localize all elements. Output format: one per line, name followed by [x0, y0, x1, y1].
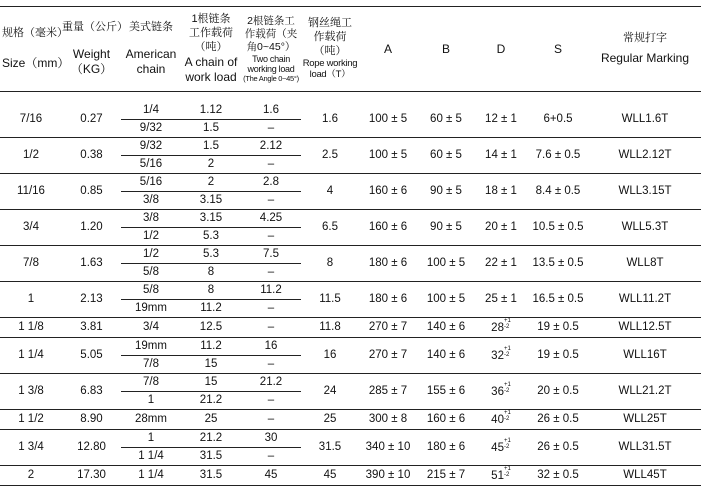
two-chain-load-cell: 2.12	[241, 138, 301, 156]
one-chain-load-cell: 21.2	[181, 430, 241, 448]
two-chain-load-cell: –	[241, 120, 301, 138]
header-size-en: Size（mm）	[2, 56, 70, 71]
header-american-zh: 美式链条	[129, 21, 173, 34]
dim-d-tolerance	[504, 410, 511, 422]
rope-load-cell: 45	[301, 466, 359, 486]
header-weight-zh: 重量（公斤）	[62, 21, 128, 34]
dim-d-value: 36	[491, 386, 504, 398]
size-cell: 7/8	[0, 246, 62, 282]
dim-s-cell: 32 ± 0.5	[527, 466, 589, 486]
one-chain-load-cell: 1.5	[181, 138, 241, 156]
rope-load-cell: 2.5	[301, 138, 359, 174]
table-row	[0, 246, 701, 264]
header-a-label: A	[383, 41, 392, 56]
dim-d-tolerance-lower: -2	[503, 324, 510, 330]
american-chain-cell: 5/8	[121, 282, 181, 300]
header-s-label: S	[553, 41, 562, 56]
marking-cell: WLL45T	[589, 466, 701, 486]
header-rope	[301, 7, 359, 92]
american-chain-cell: 1	[121, 392, 181, 410]
size-cell: 1 1/8	[0, 318, 62, 338]
dim-s-cell: 8.4 ± 0.5	[527, 174, 589, 210]
dim-a-cell: 270 ± 7	[359, 318, 417, 338]
two-chain-load-cell: 11.2	[241, 282, 301, 300]
marking-cell: WLL5.3T	[589, 210, 701, 246]
one-chain-load-cell: 15	[181, 374, 241, 392]
two-chain-load-cell: –	[241, 228, 301, 246]
header-d-label: D	[496, 41, 506, 56]
header-two-chain-zh2: 作载荷（夹	[244, 27, 298, 40]
header-b	[417, 7, 475, 92]
header-two-chain	[241, 7, 301, 92]
weight-cell: 5.05	[62, 338, 121, 374]
american-chain-cell: 7/8	[121, 374, 181, 392]
one-chain-load-cell: 15	[181, 356, 241, 374]
header-size-zh: 规格（毫米）	[2, 26, 68, 39]
dim-a-cell: 160 ± 6	[359, 210, 417, 246]
size-cell: 1	[0, 282, 62, 318]
rope-load-cell: 4	[301, 174, 359, 210]
dim-s-cell: 6+0.5	[527, 102, 589, 138]
weight-cell: 2.13	[62, 282, 121, 318]
dim-b-cell: 215 ± 7	[417, 466, 475, 486]
dim-a-cell: 100 ± 5	[359, 102, 417, 138]
dim-b-cell: 60 ± 5	[417, 102, 475, 138]
two-chain-load-cell: –	[241, 264, 301, 282]
dim-s-cell: 13.5 ± 0.5	[527, 246, 589, 282]
dim-d-tolerance	[504, 438, 511, 450]
size-cell: 1 3/4	[0, 430, 62, 466]
two-chain-load-cell: 1.6	[241, 102, 301, 120]
dim-d-cell: 25 ± 1	[475, 282, 527, 318]
american-chain-cell: 9/32	[121, 120, 181, 138]
two-chain-load-cell: 16	[241, 338, 301, 356]
table-row	[0, 374, 701, 392]
dim-b-cell: 100 ± 5	[417, 282, 475, 318]
two-chain-load-cell: –	[241, 356, 301, 374]
header-weight	[62, 7, 128, 92]
marking-cell: WLL1.6T	[589, 102, 701, 138]
marking-cell: WLL12.5T	[589, 318, 701, 338]
header-two-chain-en2: working load	[247, 64, 295, 75]
size-cell: 2	[0, 466, 62, 486]
one-chain-load-cell: 31.5	[181, 448, 241, 466]
two-chain-load-cell: –	[241, 410, 301, 430]
two-chain-load-cell: 7.5	[241, 246, 301, 264]
header-two-chain-en1: Two chain	[252, 54, 290, 65]
american-chain-cell: 5/8	[121, 264, 181, 282]
spec-table-body	[0, 92, 701, 486]
dim-b-cell: 180 ± 6	[417, 430, 475, 466]
marking-cell: WLL2.12T	[589, 138, 701, 174]
header-american-en1: American	[125, 46, 177, 61]
weight-cell: 1.63	[62, 246, 121, 282]
size-cell: 1/2	[0, 138, 62, 174]
american-chain-cell: 3/4	[121, 318, 181, 338]
rope-load-cell: 16	[301, 338, 359, 374]
one-chain-load-cell: 8	[181, 282, 241, 300]
weight-cell: 0.27	[62, 102, 121, 138]
header-one-chain	[181, 7, 241, 92]
table-row	[0, 410, 701, 430]
marking-cell: WLL8T	[589, 246, 701, 282]
dim-b-cell: 160 ± 6	[417, 410, 475, 430]
marking-cell: WLL16T	[589, 338, 701, 374]
one-chain-load-cell: 2	[181, 174, 241, 192]
header-rope-zh1: 钢丝绳工	[308, 17, 352, 30]
dim-b-cell: 90 ± 5	[417, 210, 475, 246]
two-chain-load-cell: –	[241, 300, 301, 318]
one-chain-load-cell: 11.2	[181, 300, 241, 318]
header-size	[0, 7, 70, 92]
header-weight-en1: Weight	[72, 46, 111, 61]
two-chain-load-cell: –	[241, 156, 301, 174]
size-cell: 11/16	[0, 174, 62, 210]
rope-load-cell: 11.8	[301, 318, 359, 338]
american-chain-cell: 7/8	[121, 356, 181, 374]
american-chain-cell: 1/2	[121, 246, 181, 264]
header-american	[121, 7, 181, 92]
two-chain-load-cell: –	[241, 318, 301, 338]
header-one-chain-en2: work load	[185, 69, 237, 84]
size-cell: 1 1/2	[0, 410, 62, 430]
american-chain-cell: 3/8	[121, 192, 181, 210]
dim-d-tolerance-lower: -2	[503, 352, 510, 358]
header-one-chain-zh1: 1根链条	[191, 13, 231, 26]
marking-cell: WLL25T	[589, 410, 701, 430]
dim-d-value: 45	[491, 442, 504, 454]
header-marking-zh: 常规打字	[623, 31, 667, 44]
dim-d-tolerance-lower: -2	[503, 388, 510, 394]
marking-cell: WLL3.15T	[589, 174, 701, 210]
american-chain-cell: 5/16	[121, 174, 181, 192]
dim-d-value: 32	[491, 350, 504, 362]
header-rope-en1: Rope working	[302, 57, 358, 69]
header-spacer	[0, 92, 701, 103]
one-chain-load-cell: 2	[181, 156, 241, 174]
size-cell: 1 3/8	[0, 374, 62, 410]
dim-d-cell: 22 ± 1	[475, 246, 527, 282]
header-b-label: B	[441, 41, 450, 56]
dim-d-cell	[475, 374, 527, 410]
header-rope-en2: load（T）	[309, 68, 351, 80]
header-rope-zh2: 作载荷	[313, 31, 347, 44]
two-chain-load-cell: 2.8	[241, 174, 301, 192]
american-chain-cell: 1/2	[121, 228, 181, 246]
two-chain-load-cell: 21.2	[241, 374, 301, 392]
two-chain-load-cell: –	[241, 392, 301, 410]
size-cell: 1 1/4	[0, 338, 62, 374]
header-row	[0, 7, 701, 92]
dim-s-cell: 19 ± 0.5	[527, 318, 589, 338]
american-chain-cell: 1 1/4	[121, 448, 181, 466]
rope-load-cell: 24	[301, 374, 359, 410]
rope-load-cell: 6.5	[301, 210, 359, 246]
header-rope-zh3: （吨）	[313, 44, 347, 57]
dim-d-tolerance-upper: +1	[503, 318, 511, 324]
size-cell: 3/4	[0, 210, 62, 246]
header-a	[359, 7, 417, 92]
weight-cell: 8.90	[62, 410, 121, 430]
table-row	[0, 174, 701, 192]
header-american-en2: chain	[136, 61, 166, 76]
dim-b-cell: 140 ± 6	[417, 318, 475, 338]
dim-d-tolerance-lower: -2	[503, 416, 510, 422]
dim-d-tolerance-lower: -2	[503, 472, 510, 478]
one-chain-load-cell: 1.5	[181, 120, 241, 138]
two-chain-load-cell: –	[241, 448, 301, 466]
one-chain-load-cell: 3.15	[181, 210, 241, 228]
one-chain-load-cell: 8	[181, 264, 241, 282]
american-chain-cell: 9/32	[121, 138, 181, 156]
dim-s-cell: 10.5 ± 0.5	[527, 210, 589, 246]
dim-d-value: 28	[491, 322, 504, 334]
american-chain-cell: 19mm	[121, 338, 181, 356]
two-chain-load-cell: 30	[241, 430, 301, 448]
american-chain-cell: 1/4	[121, 102, 181, 120]
dim-d-value: 40	[491, 414, 504, 426]
rope-load-cell: 8	[301, 246, 359, 282]
american-chain-cell: 1	[121, 430, 181, 448]
dim-d-cell: 20 ± 1	[475, 210, 527, 246]
table-row	[0, 138, 701, 156]
table-row	[0, 282, 701, 300]
hook-spec-table	[0, 6, 701, 486]
header-one-chain-zh2: 工作载荷	[189, 27, 233, 40]
marking-cell: WLL21.2T	[589, 374, 701, 410]
header-two-chain-en3: (The Angle 0~45°)	[243, 73, 299, 83]
one-chain-load-cell: 5.3	[181, 228, 241, 246]
table-row	[0, 338, 701, 356]
rope-load-cell: 31.5	[301, 430, 359, 466]
dim-d-cell	[475, 410, 527, 430]
weight-cell: 17.30	[62, 466, 121, 486]
dim-a-cell: 180 ± 6	[359, 246, 417, 282]
size-cell: 7/16	[0, 102, 62, 138]
table-row	[0, 210, 701, 228]
dim-d-tolerance	[504, 318, 511, 330]
american-chain-cell: 28mm	[121, 410, 181, 430]
table-row	[0, 102, 701, 120]
one-chain-load-cell: 12.5	[181, 318, 241, 338]
dim-d-tolerance	[504, 346, 511, 358]
american-chain-cell: 3/8	[121, 210, 181, 228]
dim-b-cell: 140 ± 6	[417, 338, 475, 374]
dim-d-tolerance-upper: +1	[503, 382, 511, 388]
two-chain-load-cell: –	[241, 192, 301, 210]
american-chain-cell: 5/16	[121, 156, 181, 174]
dim-d-tolerance	[504, 466, 511, 478]
table-row	[0, 430, 701, 448]
dim-d-tolerance-upper: +1	[503, 438, 511, 444]
dim-b-cell: 155 ± 6	[417, 374, 475, 410]
dim-b-cell: 90 ± 5	[417, 174, 475, 210]
header-d	[475, 7, 527, 92]
weight-cell: 1.20	[62, 210, 121, 246]
one-chain-load-cell: 21.2	[181, 392, 241, 410]
dim-d-tolerance-upper: +1	[503, 346, 511, 352]
header-s	[527, 7, 589, 92]
weight-cell: 3.81	[62, 318, 121, 338]
two-chain-load-cell: 4.25	[241, 210, 301, 228]
header-one-chain-en1: A chain of	[184, 54, 238, 69]
dim-d-tolerance-upper: +1	[503, 466, 511, 472]
dim-s-cell: 26 ± 0.5	[527, 430, 589, 466]
american-chain-cell: 1 1/4	[121, 466, 181, 486]
dim-s-cell: 19 ± 0.5	[527, 338, 589, 374]
dim-d-cell: 14 ± 1	[475, 138, 527, 174]
rope-load-cell: 11.5	[301, 282, 359, 318]
table-row	[0, 466, 701, 486]
dim-d-tolerance	[504, 382, 511, 394]
dim-a-cell: 340 ± 10	[359, 430, 417, 466]
dim-d-value: 51	[491, 470, 504, 482]
marking-cell: WLL11.2T	[589, 282, 701, 318]
header-marking-en: Regular Marking	[600, 51, 690, 66]
dim-a-cell: 160 ± 6	[359, 174, 417, 210]
dim-d-cell	[475, 430, 527, 466]
dim-d-cell	[475, 338, 527, 374]
dim-s-cell: 26 ± 0.5	[527, 410, 589, 430]
one-chain-load-cell: 1.12	[181, 102, 241, 120]
dim-d-cell: 12 ± 1	[475, 102, 527, 138]
weight-cell: 12.80	[62, 430, 121, 466]
one-chain-load-cell: 3.15	[181, 192, 241, 210]
one-chain-load-cell: 25	[181, 410, 241, 430]
header-marking	[589, 7, 701, 92]
dim-a-cell: 300 ± 8	[359, 410, 417, 430]
dim-d-tolerance-lower: -2	[503, 444, 510, 450]
weight-cell: 0.38	[62, 138, 121, 174]
one-chain-load-cell: 5.3	[181, 246, 241, 264]
weight-cell: 0.85	[62, 174, 121, 210]
dim-b-cell: 100 ± 5	[417, 246, 475, 282]
dim-s-cell: 7.6 ± 0.5	[527, 138, 589, 174]
header-two-chain-zh3: 角0~45°）	[246, 40, 296, 53]
dim-a-cell: 180 ± 6	[359, 282, 417, 318]
dim-a-cell: 270 ± 7	[359, 338, 417, 374]
one-chain-load-cell: 11.2	[181, 338, 241, 356]
dim-b-cell: 60 ± 5	[417, 138, 475, 174]
dim-a-cell: 100 ± 5	[359, 138, 417, 174]
dim-d-cell	[475, 466, 527, 486]
marking-cell: WLL31.5T	[589, 430, 701, 466]
table-row	[0, 318, 701, 338]
header-weight-en2: （KG）	[70, 61, 113, 76]
header-one-chain-zh3: （吨）	[194, 40, 228, 53]
dim-d-cell	[475, 318, 527, 338]
one-chain-load-cell: 31.5	[181, 466, 241, 486]
american-chain-cell: 19mm	[121, 300, 181, 318]
weight-cell: 6.83	[62, 374, 121, 410]
header-two-chain-zh1: 2根链条工	[247, 14, 295, 27]
dim-a-cell: 285 ± 7	[359, 374, 417, 410]
dim-s-cell: 16.5 ± 0.5	[527, 282, 589, 318]
two-chain-load-cell: 45	[241, 466, 301, 486]
rope-load-cell: 1.6	[301, 102, 359, 138]
dim-d-cell: 18 ± 1	[475, 174, 527, 210]
dim-s-cell: 20 ± 0.5	[527, 374, 589, 410]
dim-a-cell: 390 ± 10	[359, 466, 417, 486]
dim-d-tolerance-upper: +1	[503, 410, 511, 416]
rope-load-cell: 25	[301, 410, 359, 430]
